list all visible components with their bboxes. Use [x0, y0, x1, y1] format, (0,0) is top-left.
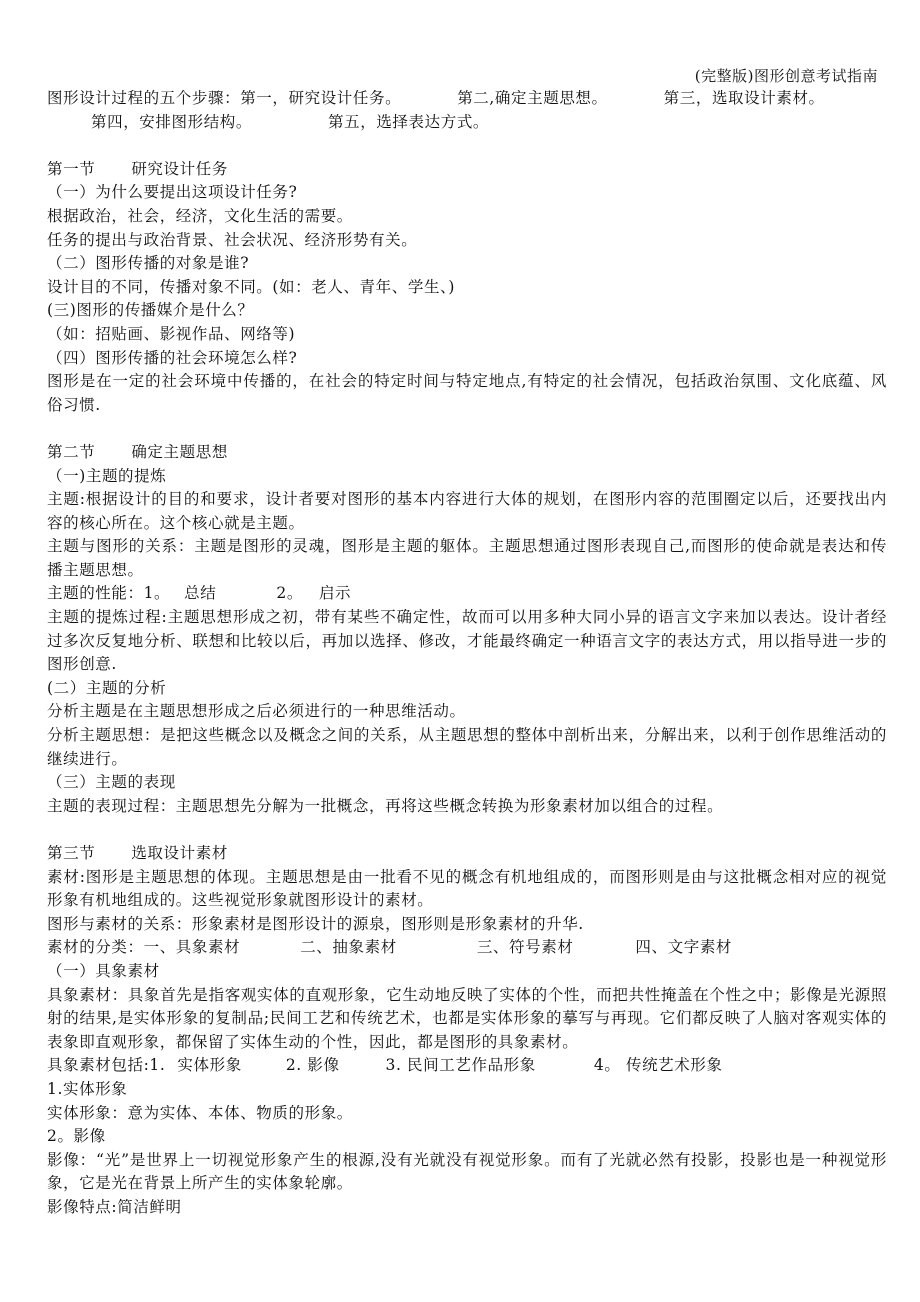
- intro-line-2: [47, 111, 887, 135]
- step-5: 第五，选择表达方式。: [328, 112, 490, 131]
- section-title: 确定主题思想: [131, 442, 228, 461]
- section-number: 第一节: [47, 159, 96, 178]
- includes-label: 具象素材包括:1.: [47, 1056, 166, 1075]
- step-4: 第四，安排图形结构。: [91, 112, 253, 131]
- performance-item-2: 启示: [318, 584, 352, 603]
- paragraph: 具象素材：具象首先是指客观实体的直观形象，它生动地反映了实体的个性，而把共性掩盖在个性之中；影像是光源照射的结果,是实体形象的复制品;民间工艺和传统艺术，也都是实体形象的摹写与再现。它们都反映了人脑对客观实体的表象即直观形象，都保留了实体生动的个性，因此，都是图形的具象素材。: [47, 985, 887, 1051]
- category-1: 素材的分类：一、具象素材: [47, 938, 241, 957]
- section-title: 选取设计素材: [131, 844, 228, 862]
- performance-label: 主题的性能：1。: [47, 584, 171, 603]
- document-body: [47, 66, 887, 1220]
- paragraph: 分析主题思想：是把这些概念以及概念之间的关系，从主题思想的整体中剖析出来，分解出来，以利于创作思维活动的继续进行。: [47, 726, 887, 768]
- include-item-3: 3. 民间工艺作品形象: [385, 1056, 536, 1075]
- concrete-material-includes-line: [47, 1054, 887, 1078]
- section-2-heading: [47, 441, 887, 465]
- include-item-1: 实体形象: [177, 1056, 242, 1075]
- document-title: (完整版)图形创意考试指南: [694, 67, 878, 85]
- paragraph: 主题的提炼过程:主题思想形成之初，带有某些不确定性，故而可以用多种大同小异的语言文字来加以表达。设计者经过多次反复地分析、联想和比较以后，再加以选择、修改，才能最终确定一种语言文字的表达方式，用以指导进一步的图形创意.: [47, 608, 887, 674]
- include-item-4: 4。 传统艺术形象: [593, 1056, 723, 1075]
- performance-item-2-number: 2。: [276, 584, 303, 603]
- answer: （如：招贴画、影视作品、网络等): [47, 324, 296, 343]
- step-1: 图形设计过程的五个步骤：第一，研究设计任务。: [47, 89, 402, 107]
- section-3-heading: [47, 842, 887, 866]
- paragraph: 主题:根据设计的目的和要求，设计者要对图形的基本内容进行大体的规划，在图形内容的范围圈定以后，还要找出内容的核心所在。这个核心就是主题。: [47, 490, 887, 532]
- subheading: （三）主题的表现: [47, 773, 176, 792]
- paragraph: 分析主题是在主题思想形成之后必须进行的一种思维活动。: [47, 702, 466, 721]
- step-3: 第三，选取设计素材。: [663, 89, 825, 107]
- section-1-heading: [47, 158, 887, 182]
- question: (三)图形的传播媒介是什么？: [47, 301, 254, 320]
- subheading: （一)主题的提炼: [47, 466, 167, 485]
- category-2: 二、抽象素材: [300, 938, 397, 957]
- section-number: 第三节: [47, 844, 96, 862]
- paragraph: 图形是在一定的社会环境中传播的，在社会的特定时间与特定地点,有特定的社会情况，包括政治氛围、文化底蕴、风俗习惯.: [47, 372, 887, 414]
- subsection-heading: 1.实体形象: [47, 1079, 128, 1098]
- paragraph: 图形与素材的关系：形象素材是图形设计的源泉，图形则是形象素材的升华.: [47, 914, 584, 933]
- material-categories-line: [47, 936, 887, 960]
- category-4: 四、文字素材: [635, 938, 733, 957]
- subheading: （一）具象素材: [47, 961, 160, 980]
- paragraph: 影像特点:简洁鲜明: [47, 1197, 182, 1216]
- performance-item-1: 总结: [184, 584, 217, 603]
- section-title: 研究设计任务: [131, 159, 228, 178]
- subsection-heading: 2。影像: [47, 1127, 106, 1146]
- paragraph: 影像：“光”是世界上一切视觉形象产生的根源,没有光就没有视觉形象。而有了光就必然有投影，投影也是一种视觉形象，它是光在背景上所产生的实体象轮廓。: [47, 1150, 887, 1193]
- theme-performance-line: [47, 582, 887, 606]
- answer: 设计目的不同，传播对象不同。(如：老人、青年、学生、): [47, 277, 456, 296]
- paragraph: 主题与图形的关系：主题是图形的灵魂，图形是主题的躯体。主题思想通过图形表现自己,而图形的使命就是表达和传播主题思想。: [47, 537, 887, 579]
- answer: 任务的提出与政治背景、社会状况、经济形势有关。: [47, 230, 418, 249]
- step-2: 第二,确定主题思想。: [457, 89, 608, 107]
- paragraph: 实体形象：意为实体、本体、物质的形象。: [47, 1103, 353, 1122]
- intro-line-1: [47, 87, 887, 111]
- paragraph: 素材:图形是主题思想的体现。主题思想是由一批看不见的概念有机地组成的，而图形则是由与这批概念相对应的视觉形象有机地组成的。这些视觉形象就图形设计的素材。: [47, 867, 887, 910]
- question: （一）为什么要提出这项设计任务?: [47, 183, 298, 202]
- question: （四）图形传播的社会环境怎么样?: [47, 348, 298, 367]
- subheading: (二）主题的分析: [47, 678, 167, 697]
- question: （二）图形传播的对象是谁?: [47, 254, 250, 273]
- paragraph: 主题的表现过程：主题思想先分解为一批概念，再将这些概念转换为形象素材加以组合的过程。: [47, 796, 724, 815]
- category-3: 三、符号素材: [476, 938, 574, 957]
- section-number: 第二节: [47, 442, 96, 461]
- answer: 根据政治，社会，经济，文化生活的需要。: [47, 206, 353, 225]
- include-item-2: 2. 影像: [285, 1056, 340, 1075]
